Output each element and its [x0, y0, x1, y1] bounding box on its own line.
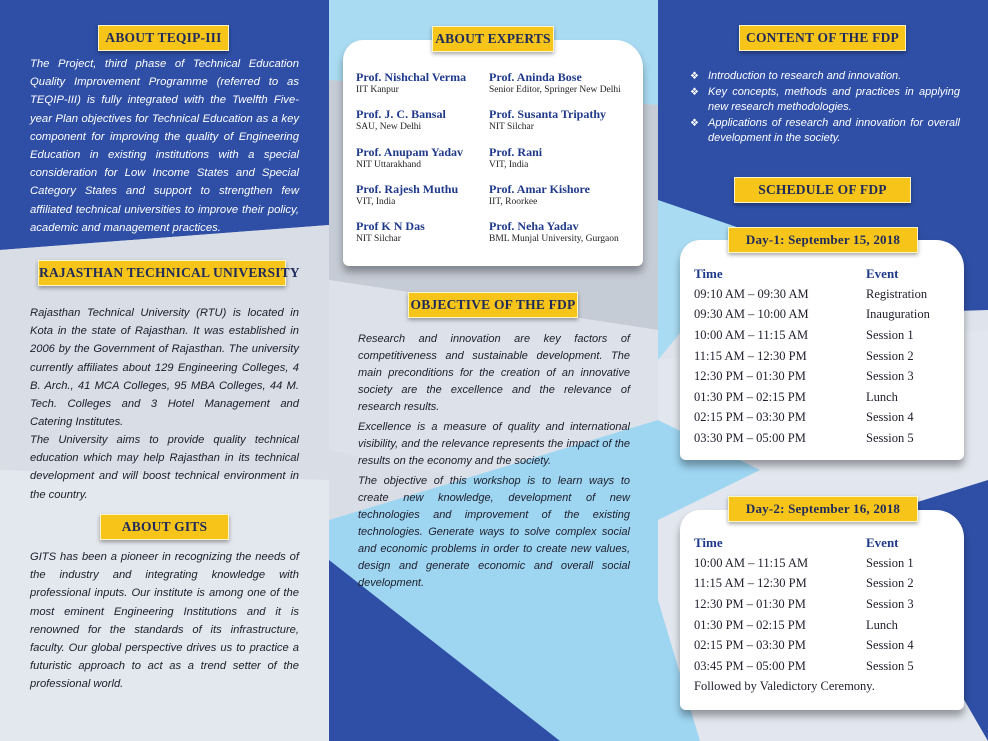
expert-name: Prof K N Das — [356, 219, 425, 233]
time-cell: 11:15 AM – 12:30 PM — [694, 576, 807, 591]
expert-affiliation: NIT Silchar — [356, 234, 401, 244]
event-cell: Registration — [866, 286, 928, 301]
expert-name: Prof. Amar Kishore — [489, 182, 590, 196]
table-header-row — [694, 532, 914, 553]
expert-entry — [489, 107, 639, 134]
list-item: ❖ Applications of research and innovation for overall development in the society. — [690, 116, 960, 144]
expert-entry — [489, 182, 639, 209]
expert-entry — [489, 219, 639, 246]
expert-affiliation: Senior Editor, Springer New Delhi — [489, 85, 621, 95]
about-experts-heading: ABOUT EXPERTS — [432, 26, 554, 52]
schedule-heading: SCHEDULE OF FDP — [734, 177, 911, 203]
content-list — [688, 69, 960, 147]
objective-text-3: The objective of this workshop is to learn ways to create new knowledge, development of new technologies and improvement of the existing technologies. Generate ways to solve complex social and economic problems in order to create new values, design and generate economic and overall social development. — [358, 475, 630, 589]
table-row — [694, 325, 930, 346]
expert-name: Prof. Rani — [489, 145, 543, 159]
event-cell: Session 1 — [866, 327, 914, 342]
expert-affiliation: SAU, New Delhi — [356, 122, 422, 132]
time-column-header: Time — [694, 265, 723, 281]
table-header-row — [694, 263, 930, 284]
expert-affiliation: BML Munjal University, Gurgaon — [489, 234, 619, 244]
table-row — [694, 594, 914, 615]
time-cell: 03:30 PM – 05:00 PM — [694, 430, 806, 445]
event-cell: Session 4 — [866, 410, 914, 425]
time-cell: 01:30 PM – 02:15 PM — [694, 617, 806, 632]
event-cell: Lunch — [866, 617, 898, 632]
expert-affiliation: IIT Kanpur — [356, 85, 399, 95]
table-row — [694, 346, 930, 367]
event-cell: Session 1 — [866, 555, 914, 570]
expert-name: Prof. Nishchal Verma — [356, 70, 467, 84]
time-cell: 11:15 AM – 12:30 PM — [694, 348, 807, 363]
expert-name: Prof. Neha Yadav — [489, 219, 579, 233]
event-column-header: Event — [866, 265, 899, 281]
event-column-header: Event — [866, 534, 899, 550]
expert-name: Prof. Susanta Tripathy — [489, 107, 607, 121]
time-cell: 10:00 AM – 11:15 AM — [694, 327, 809, 342]
event-cell: Session 2 — [866, 348, 914, 363]
event-cell: Session 5 — [866, 430, 914, 445]
rtu-text-2: The University aims to provide quality technical education which may help Rajasthan in its technical development and will boost technical environment in the country. — [30, 434, 299, 501]
time-column-header: Time — [694, 534, 723, 550]
time-cell: 09:30 AM – 10:00 AM — [694, 307, 809, 322]
expert-name: Prof. J. C. Bansal — [356, 107, 446, 121]
day1-schedule-table — [694, 263, 930, 449]
table-row — [694, 366, 930, 387]
expert-affiliation: VIT, India — [356, 197, 396, 207]
table-row — [694, 387, 930, 408]
objective-heading: OBJECTIVE OF THE FDP — [408, 292, 578, 318]
time-cell: 03:45 PM – 05:00 PM — [694, 658, 806, 673]
expert-entry — [356, 182, 506, 209]
table-row — [694, 408, 930, 429]
time-cell: 01:30 PM – 02:15 PM — [694, 389, 806, 404]
event-cell: Session 4 — [866, 638, 914, 653]
event-cell: Session 2 — [866, 576, 914, 591]
day1-heading: Day-1: September 15, 2018 — [728, 227, 918, 253]
diamond-bullet-icon: ❖ — [690, 71, 699, 82]
expert-entry — [356, 219, 506, 246]
list-item: ❖ Introduction to research and innovation. — [688, 69, 960, 85]
time-cell: 12:30 PM – 01:30 PM — [694, 596, 806, 611]
objective-text-2: Excellence is a measure of quality and international visibility, and the relevance represents the impact of the results on the economy and the society. — [358, 421, 630, 467]
expert-entry — [356, 70, 506, 97]
time-cell: 09:10 AM – 09:30 AM — [694, 286, 809, 301]
time-cell: 02:15 PM – 03:30 PM — [694, 410, 806, 425]
table-row — [694, 635, 914, 656]
about-gits-heading: ABOUT GITS — [100, 514, 229, 540]
table-row — [694, 615, 914, 636]
content-heading: CONTENT OF THE FDP — [739, 25, 906, 51]
list-item: ❖ Key concepts, methods and practices in applying new research methodologies. — [690, 85, 960, 113]
expert-entry — [489, 70, 639, 97]
event-cell: Session 3 — [866, 596, 914, 611]
day2-heading: Day-2: September 16, 2018 — [728, 496, 918, 522]
expert-name: Prof. Rajesh Muthu — [356, 182, 459, 196]
rtu-text-1: Rajasthan Technical University (RTU) is located in Kota in the state of Rajasthan. It was established in 2006 by the Government of Rajasthan. The university currently affiliates about 129 Engineering Colleges, 4 B. Arch., 41 MCA Colleges, 95 MBA Colleges, 44 M. Tech. Colleges and 3 Hotel Management and Catering Institutes. — [30, 307, 299, 429]
event-cell: Session 5 — [866, 658, 914, 673]
diamond-bullet-icon: ❖ — [690, 86, 699, 98]
table-row — [694, 574, 914, 595]
table-row — [694, 553, 914, 574]
time-cell: 10:00 AM – 11:15 AM — [694, 555, 809, 570]
table-row — [694, 656, 914, 677]
diamond-bullet-icon: ❖ — [690, 117, 699, 129]
day2-schedule-table — [694, 532, 914, 677]
rtu-heading: RAJASTHAN TECHNICAL UNIVERSITY — [38, 260, 286, 286]
time-cell: 12:30 PM – 01:30 PM — [694, 369, 806, 384]
expert-name: Prof. Anupam Yadav — [356, 145, 464, 159]
table-row — [694, 305, 930, 326]
event-cell: Inauguration — [866, 307, 930, 322]
event-cell: Lunch — [866, 389, 898, 404]
event-cell: Session 3 — [866, 369, 914, 384]
table-row — [694, 428, 930, 449]
expert-affiliation: NIT Silchar — [489, 122, 534, 132]
time-cell: 02:15 PM – 03:30 PM — [694, 638, 806, 653]
expert-entry — [489, 145, 639, 172]
about-teqip-text: The Project, third phase of Technical Education Quality Improvement Programme (referred to as TEQIP-III) is fully integrated with the Twelfth Five-year Plan objectives for Technical Education as a key component for improving the quality of Engineering Education in existing institutions with a special consideration for Low Income States and Special Category States and support to strengthen few affiliated technical universities to improve their policy, academic and management practices. — [30, 58, 299, 234]
objective-text-1: Research and innovation are key factors of competitiveness and sustainable development. The main preconditions for the creation of an innovative society are the excellence and the relevance of research results. — [358, 333, 630, 413]
expert-entry — [356, 107, 506, 134]
table-row — [694, 284, 930, 305]
day2-footer-note: Followed by Valedictory Ceremony. — [694, 679, 875, 693]
expert-name: Prof. Aninda Bose — [489, 70, 582, 84]
expert-affiliation: VIT, India — [489, 160, 529, 170]
gits-text: GITS has been a pioneer in recognizing the needs of the industry and integrating knowledge with professional inputs. Our institute is among one of the most eminent Engineering Institutions and it is renowned for the standards of its infrastructure, faculty. Our global perspective drives us to practice a futuristic approach to act as a trend setter of the professional world. — [30, 551, 299, 691]
expert-affiliation: IIT, Roorkee — [489, 197, 538, 207]
about-teqip-heading: ABOUT TEQIP-III — [98, 25, 229, 51]
expert-entry — [356, 145, 506, 172]
expert-affiliation: NIT Uttarakhand — [356, 160, 421, 170]
